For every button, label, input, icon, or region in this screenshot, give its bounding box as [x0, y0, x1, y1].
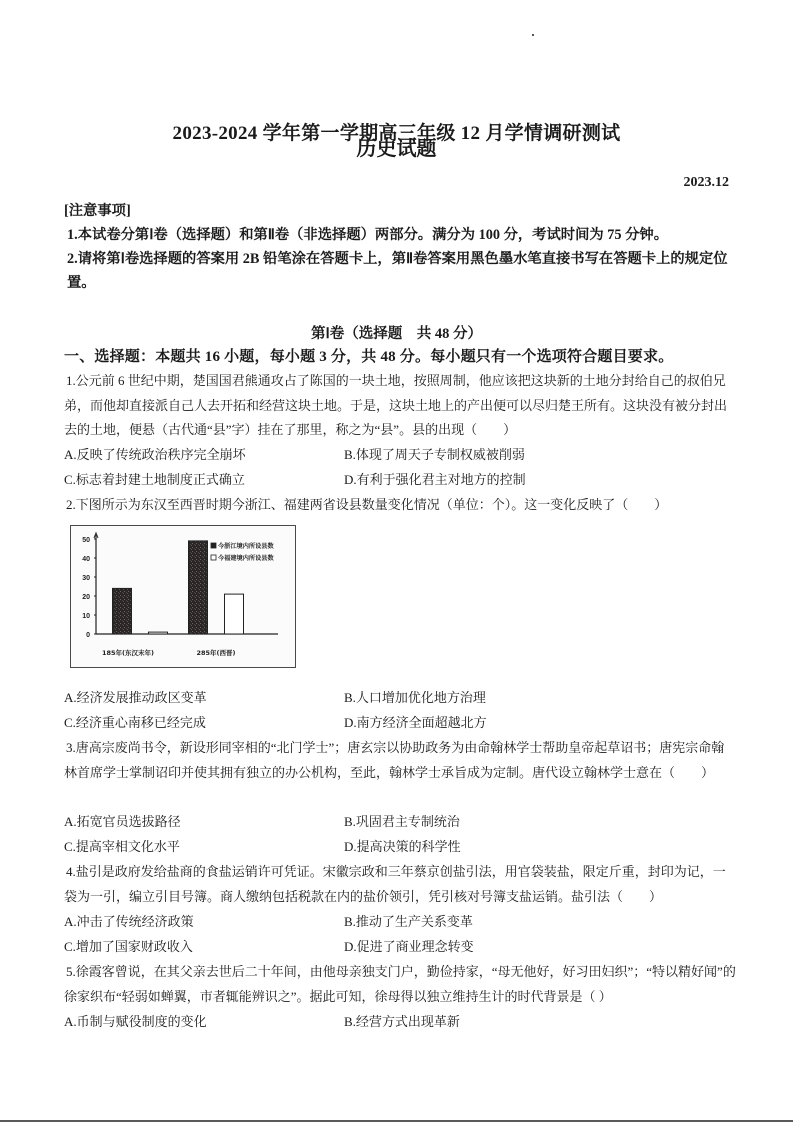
x-tick-label: 285年(西晋)	[196, 649, 236, 657]
option-c[interactable]: C.提高宰相文化水平	[64, 838, 180, 854]
legend-label: 今浙江境内所设县数	[218, 543, 274, 550]
chart-svg	[71, 526, 297, 669]
question-4-options	[64, 910, 744, 959]
notice-block	[64, 199, 744, 295]
y-tick-label: 30	[82, 575, 90, 582]
subject-heading: 历史试题	[356, 138, 437, 160]
bar-zhejiang	[189, 541, 208, 634]
option-c[interactable]: C.增加了国家财政收入	[64, 938, 193, 954]
section-title: 第Ⅰ卷（选择题 共 48 分）	[310, 326, 483, 342]
option-a[interactable]: A.币制与赋役制度的变化	[64, 1014, 207, 1029]
option-a[interactable]: A.拓宽官员选拔路径	[64, 814, 181, 829]
y-tick-label: 40	[82, 556, 90, 563]
question-3-options	[64, 810, 744, 859]
exam-date: 2023.12	[683, 175, 729, 190]
option-d[interactable]: D.促进了商业理念转变	[344, 938, 474, 954]
scan-speck	[532, 34, 534, 36]
option-c[interactable]: C.标志着封建土地制度正式确立	[64, 471, 245, 487]
x-tick-label: 185年(东汉末年)	[101, 649, 155, 657]
option-c[interactable]: C.经济重心南移已经完成	[64, 714, 206, 730]
question-stem: 3.唐高宗废尚书令，新设形同宰相的“北门学士”；唐玄宗以协助政务为由命翰林学士帮助皇帝起草诏书；唐宪宗命翰林首席学士掌制诏印并使其拥有独立的办公机构，至此，翰林学士承旨成为定制。唐代设立翰林学士意在（ ）	[64, 740, 725, 780]
option-d[interactable]: D.有利于强化君主对地方的控制	[344, 471, 526, 487]
question-5	[64, 960, 736, 1009]
question-2	[64, 493, 736, 518]
question-4	[64, 860, 736, 909]
question-stem: 2.下图所示为东汉至西晋时期今浙江、福建两省设县数量变化情况（单位：个）。这一变化反映了（ ）	[66, 497, 668, 512]
bar-fujian	[225, 594, 244, 634]
question-5-options	[64, 1010, 744, 1035]
option-b[interactable]: B.巩固君主专制统治	[344, 814, 460, 829]
legend-label: 今福建境内所设县数	[218, 555, 274, 562]
question-1	[64, 369, 736, 443]
option-b[interactable]: B.体现了周天子专制权威被削弱	[344, 447, 525, 462]
y-tick-label: 50	[82, 537, 90, 544]
y-tick-label: 0	[86, 632, 90, 639]
part-title: 一、选择题：本题共 16 小题，每小题 3 分，共 48 分。每小题只有一个选项符合题目要求。	[64, 349, 674, 365]
question-2-options	[64, 686, 744, 735]
option-a[interactable]: A.反映了传统政治秩序完全崩坏	[64, 447, 246, 462]
bar-fujian	[149, 632, 168, 634]
question-stem: 1.公元前 6 世纪中期，楚国国君熊通攻占了陈国的一块土地，按照周制，他应该把这块新的土地分封给自己的叔伯兄弟，而他却直接派自己人去开拓和经营这块土地。于是，这块土地上的产出便可以尽归楚王所有。这块没有被分封出去的土地，便悬（古代通“县”字）挂在了那里，称之为“县”。县的出现（ ）	[64, 373, 728, 437]
option-d[interactable]: D.提高决策的科学性	[344, 838, 461, 854]
option-b[interactable]: B.推动了生产关系变革	[344, 914, 473, 929]
bar-zhejiang	[113, 588, 132, 634]
notice-heading: [注意事项]	[64, 203, 131, 219]
question-1-options	[64, 443, 744, 492]
option-b[interactable]: B.经营方式出现革新	[344, 1014, 460, 1029]
question-3	[64, 736, 736, 785]
option-b[interactable]: B.人口增加优化地方治理	[344, 690, 486, 705]
legend-swatch	[211, 543, 216, 548]
option-a[interactable]: A.经济发展推动政区变革	[64, 690, 207, 705]
exam-title: 2023-2024 学年第一学期高三年级 12 月学情调研测试	[172, 123, 621, 144]
county-count-chart	[70, 525, 296, 668]
question-stem: 4.盐引是政府发给盐商的食盐运销许可凭证。宋徽宗政和三年蔡京创盐引法，用官袋装盐，限定斤重，封印为记，一袋为一引，编立引目号簿。商人缴纳包括税款在内的盐价领引，凭引核对号簿支盐运销。盐引法（ ）	[64, 864, 726, 904]
notice-item: 2.请将第Ⅰ卷选择题的答案用 2B 铅笔涂在答题卡上，第Ⅱ卷答案用黑色墨水笔直接书写在答题卡上的规定位置。	[67, 251, 728, 291]
option-d[interactable]: D.南方经济全面超越北方	[344, 714, 487, 730]
y-tick-label: 20	[82, 594, 90, 601]
legend-swatch	[211, 555, 216, 560]
notice-item: 1.本试卷分第Ⅰ卷（选择题）和第Ⅱ卷（非选择题）两部分。满分为 100 分，考试时间为 75 分钟。	[67, 227, 668, 243]
y-tick-label: 10	[82, 613, 90, 620]
option-a[interactable]: A.冲击了传统经济政策	[64, 914, 194, 929]
question-stem: 5.徐霞客曾说，在其父亲去世后二十年间，由他母亲独支门户，勤俭持家，“母无他好，好习田妇织”；“特以精好闻”的徐家织布“轻弱如蝉翼，市者辄能辨识之”。据此可知，徐母得以独立维持生计的时代背景是（ ）	[64, 964, 736, 1004]
